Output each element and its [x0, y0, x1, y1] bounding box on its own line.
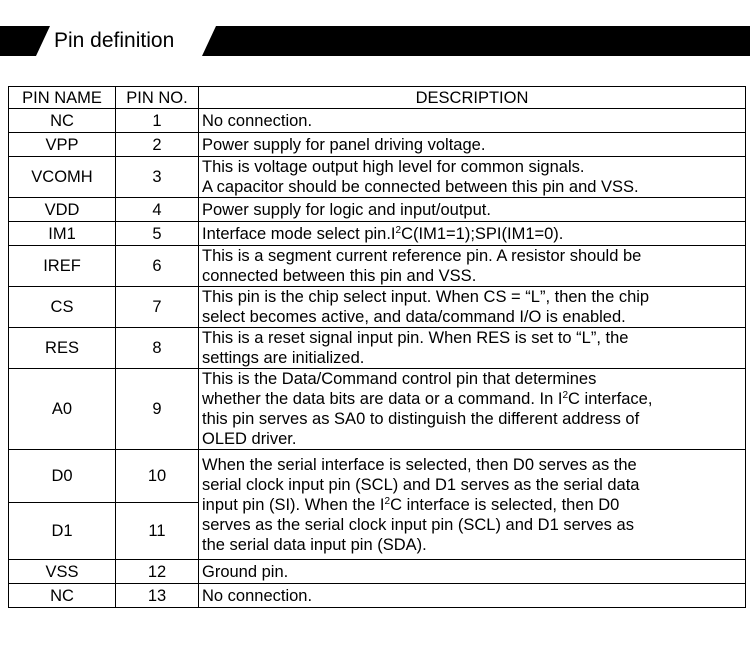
desc-text: C interface, [568, 390, 653, 408]
pin-name: D1 [9, 503, 116, 560]
pin-name: D0 [9, 450, 116, 503]
table-row [9, 560, 746, 584]
pin-no: 2 [116, 133, 199, 157]
pin-description [199, 133, 746, 157]
desc-line: the serial data input pin (SDA). [202, 535, 427, 554]
table-row [9, 157, 746, 198]
pin-no: 9 [116, 369, 199, 450]
desc-line: OLED driver. [202, 430, 297, 448]
desc-line: This is a segment current reference pin. A resistor should be [202, 247, 642, 265]
pin-name: A0 [9, 369, 116, 450]
superscript: 2 [384, 495, 391, 507]
header-pin-no: PIN NO. [116, 87, 199, 109]
desc-line: No connection. [202, 586, 313, 605]
desc-text: C interface is selected, then D0 [390, 495, 620, 514]
table-row [9, 198, 746, 222]
pin-name: VCOMH [9, 157, 116, 198]
pin-no: 3 [116, 157, 199, 198]
desc-line: This is voltage output high level for common signals. [202, 158, 585, 176]
pin-name: NC [9, 109, 116, 133]
pin-no: 12 [116, 560, 199, 584]
pin-description [199, 584, 746, 608]
table-row [9, 450, 746, 503]
table-row [9, 369, 746, 450]
pin-no: 8 [116, 328, 199, 369]
header-description: DESCRIPTION [199, 87, 746, 109]
pin-no: 7 [116, 287, 199, 328]
pin-description [199, 246, 746, 287]
pin-name: CS [9, 287, 116, 328]
desc-line: This is the Data/Command control pin that determines [202, 370, 597, 388]
pin-no: 11 [116, 503, 199, 560]
pin-description [199, 328, 746, 369]
desc-line [202, 389, 742, 409]
desc-line: settings are initialized. [202, 349, 365, 367]
desc-line: A capacitor should be connected between this pin and VSS. [202, 178, 639, 196]
table-row [9, 246, 746, 287]
pin-name: IREF [9, 246, 116, 287]
pin-name: VDD [9, 198, 116, 222]
pin-no: 13 [116, 584, 199, 608]
desc-line [202, 224, 742, 244]
header-pin-name: PIN NAME [9, 87, 116, 109]
section-title: Pin definition [54, 29, 175, 52]
desc-line: This is a reset signal input pin. When RES is set to “L”, the [202, 329, 629, 347]
pin-description [199, 287, 746, 328]
desc-line: Power supply for panel driving voltage. [202, 135, 486, 154]
table-row [9, 584, 746, 608]
desc-line: This pin is the chip select input. When CS = “L”, then the chip [202, 288, 650, 306]
pin-no: 6 [116, 246, 199, 287]
pin-name: RES [9, 328, 116, 369]
table-row [9, 222, 746, 246]
pin-description [199, 450, 746, 560]
desc-text: whether the data bits are data or a command. In I [202, 390, 563, 408]
pin-description [199, 157, 746, 198]
pin-name: IM1 [9, 222, 116, 246]
pin-description [199, 198, 746, 222]
desc-line: Power supply for logic and input/output. [202, 200, 491, 219]
pin-name: NC [9, 584, 116, 608]
desc-text: input pin (SI). When the I [202, 495, 385, 514]
pin-name: VSS [9, 560, 116, 584]
pin-no: 5 [116, 222, 199, 246]
desc-line: serial clock input pin (SCL) and D1 serves as the serial data [202, 475, 640, 494]
pin-name: VPP [9, 133, 116, 157]
table-header-row [9, 87, 746, 109]
desc-line: No connection. [202, 111, 313, 130]
desc-text: Interface mode select pin.I [202, 224, 396, 243]
table-row [9, 328, 746, 369]
desc-line: connected between this pin and VSS. [202, 267, 477, 285]
table-row [9, 109, 746, 133]
desc-line: this pin serves as SA0 to distinguish the different address of [202, 410, 640, 428]
pin-definition-table [8, 86, 746, 608]
table-row [9, 287, 746, 328]
pin-no: 10 [116, 450, 199, 503]
desc-line: When the serial interface is selected, then D0 serves as the [202, 455, 637, 474]
section-banner [0, 26, 750, 56]
superscript: 2 [562, 390, 569, 401]
desc-line: select becomes active, and data/command I/O is enabled. [202, 308, 626, 326]
pin-description [199, 560, 746, 584]
desc-line [202, 495, 742, 515]
pin-description [199, 109, 746, 133]
pin-no: 4 [116, 198, 199, 222]
table-row [9, 133, 746, 157]
pin-description [199, 369, 746, 450]
desc-text: C(IM1=1);SPI(IM1=0). [401, 224, 564, 243]
desc-line: Ground pin. [202, 562, 289, 581]
pin-description [199, 222, 746, 246]
pin-no: 1 [116, 109, 199, 133]
superscript: 2 [395, 224, 402, 236]
desc-line: serves as the serial clock input pin (SCL) and D1 serves as [202, 515, 634, 534]
